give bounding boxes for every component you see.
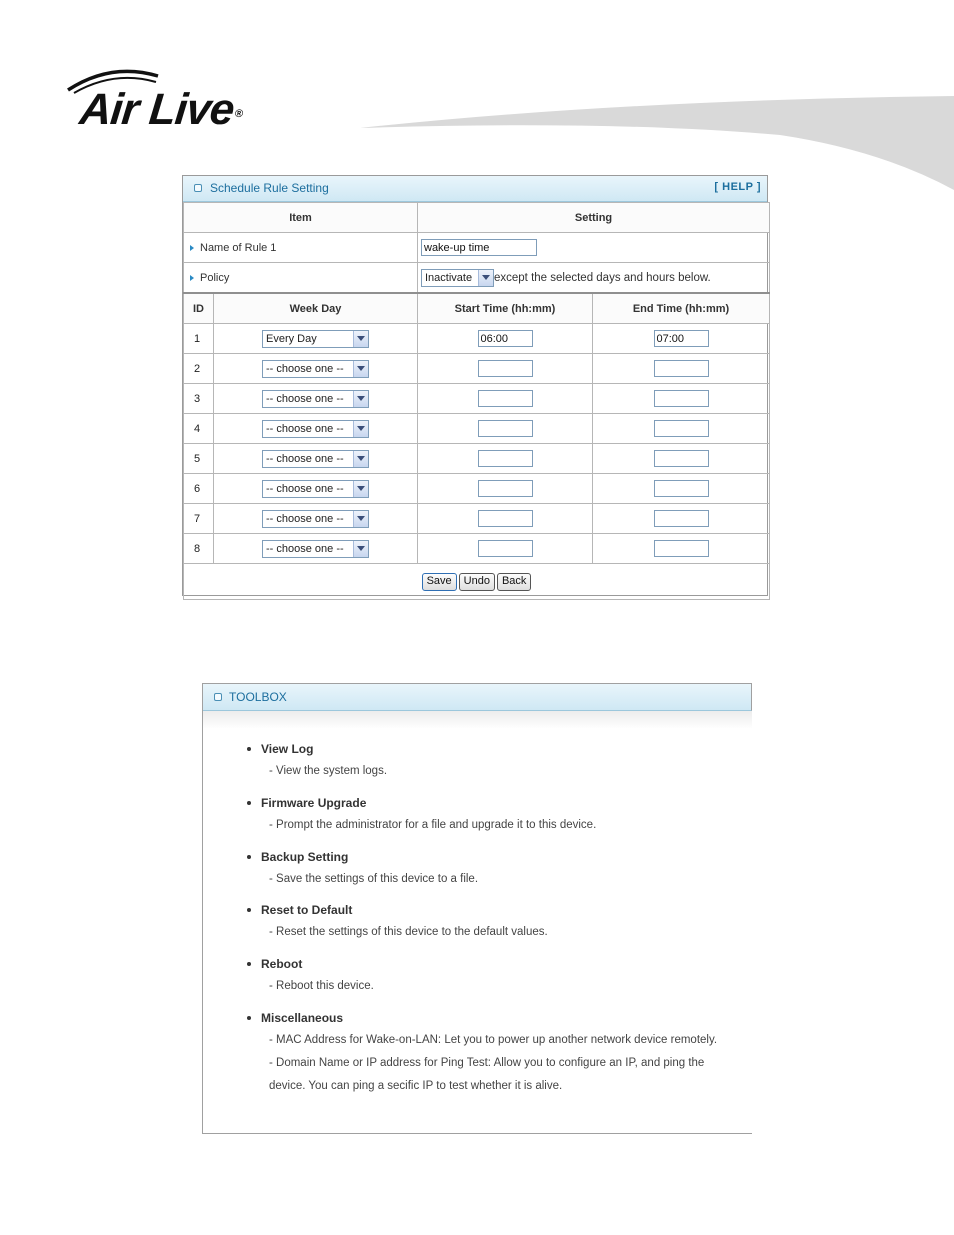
- schedule-row: [184, 414, 770, 444]
- policy-label: Policy: [184, 263, 418, 294]
- end-time-input[interactable]: [654, 450, 709, 467]
- toolbox-item-title[interactable]: Miscellaneous: [261, 1011, 344, 1025]
- toolbox-item-title[interactable]: Reset to Default: [261, 903, 353, 917]
- end-time-input[interactable]: [654, 510, 709, 527]
- chevron-down-icon: [478, 270, 493, 286]
- start-time-input[interactable]: [478, 540, 533, 557]
- week-day-select[interactable]: -- choose one --: [262, 450, 369, 468]
- logo-text: Air Live®: [77, 85, 243, 134]
- bullet-dot-icon: [247, 962, 251, 966]
- panel-bullet-icon: [194, 184, 202, 192]
- save-button[interactable]: Save: [422, 573, 457, 591]
- toolbox-item-description: - Reboot this device.: [269, 980, 374, 992]
- start-time-input[interactable]: [478, 390, 533, 407]
- end-time-input[interactable]: [654, 390, 709, 407]
- row-id: 5: [184, 444, 214, 474]
- start-time-input[interactable]: [478, 420, 533, 437]
- chevron-down-icon: [353, 511, 368, 527]
- end-time-column-header: End Time (hh:mm): [593, 293, 770, 324]
- schedule-row: [184, 474, 770, 504]
- end-time-input[interactable]: [654, 420, 709, 437]
- start-time-input[interactable]: [478, 360, 533, 377]
- bullet-dot-icon: [247, 1016, 251, 1020]
- end-time-input[interactable]: [654, 540, 709, 557]
- rule-name-input[interactable]: [421, 239, 537, 256]
- policy-suffix-text: except the selected days and hours below.: [494, 271, 711, 284]
- row-id: 3: [184, 384, 214, 414]
- schedule-row: [184, 534, 770, 564]
- schedule-panel-header: [183, 176, 767, 202]
- row-id: 7: [184, 504, 214, 534]
- toolbox-subheader: [203, 711, 752, 729]
- bullet-dot-icon: [247, 801, 251, 805]
- chevron-down-icon: [353, 361, 368, 377]
- row-id: 1: [184, 324, 214, 354]
- arrow-right-icon: [190, 245, 194, 251]
- start-time-column-header: Start Time (hh:mm): [418, 293, 593, 324]
- row-id: 8: [184, 534, 214, 564]
- week-day-select[interactable]: -- choose one --: [262, 510, 369, 528]
- week-day-select[interactable]: Every Day: [262, 330, 369, 348]
- week-day-column-header: Week Day: [214, 293, 418, 324]
- chevron-down-icon: [353, 421, 368, 437]
- week-day-select[interactable]: -- choose one --: [262, 540, 369, 558]
- help-link[interactable]: [ HELP ]: [714, 181, 761, 193]
- end-time-input[interactable]: [654, 360, 709, 377]
- policy-select[interactable]: Inactivate: [421, 269, 494, 287]
- toolbox-item-description: - View the system logs.: [269, 765, 388, 777]
- bullet-dot-icon: [247, 908, 251, 912]
- arrow-right-icon: [190, 275, 194, 281]
- end-time-input[interactable]: [654, 480, 709, 497]
- schedule-row: [184, 504, 770, 534]
- schedule-row: [184, 354, 770, 384]
- toolbox-item-description: - MAC Address for Wake-on-LAN: Let you to power up another network device remotely.: [269, 1034, 718, 1046]
- id-column-header: ID: [184, 293, 214, 324]
- schedule-rule-panel: [182, 175, 768, 596]
- chevron-down-icon: [353, 541, 368, 557]
- toolbox-item-description: - Domain Name or IP address for Ping Test: Allow you to configure an IP, and ping the: [269, 1057, 705, 1069]
- start-time-input[interactable]: [478, 450, 533, 467]
- week-day-select[interactable]: -- choose one --: [262, 480, 369, 498]
- bullet-dot-icon: [247, 747, 251, 751]
- chevron-down-icon: [353, 391, 368, 407]
- week-day-select[interactable]: -- choose one --: [262, 390, 369, 408]
- chevron-down-icon: [353, 331, 368, 347]
- panel-bullet-icon: [214, 693, 222, 701]
- button-row: [184, 564, 770, 600]
- item-header: Item: [184, 203, 418, 233]
- toolbox-item-title[interactable]: Firmware Upgrade: [261, 796, 367, 810]
- bullet-dot-icon: [247, 855, 251, 859]
- row-id: 2: [184, 354, 214, 384]
- schedule-row: [184, 324, 770, 354]
- undo-button[interactable]: Undo: [459, 573, 495, 591]
- toolbox-item-description: - Reset the settings of this device to the default values.: [269, 926, 548, 938]
- week-day-select[interactable]: -- choose one --: [262, 420, 369, 438]
- toolbox-item-title[interactable]: Reboot: [261, 957, 303, 971]
- airlive-logo: [66, 66, 306, 136]
- schedule-table: [183, 202, 770, 600]
- toolbox-item-description: - Save the settings of this device to a file.: [269, 873, 479, 885]
- start-time-input[interactable]: [478, 480, 533, 497]
- toolbox-item-description: - Prompt the administrator for a file and upgrade it to this device.: [269, 819, 597, 831]
- setting-header: Setting: [418, 203, 770, 233]
- row-id: 6: [184, 474, 214, 504]
- schedule-row: [184, 444, 770, 474]
- schedule-panel-title: Schedule Rule Setting: [210, 181, 329, 195]
- chevron-down-icon: [353, 451, 368, 467]
- start-time-input[interactable]: [478, 330, 533, 347]
- toolbox-item-title[interactable]: View Log: [261, 742, 314, 756]
- toolbox-panel-title: TOOLBOX: [229, 690, 287, 704]
- toolbox-item-description: device. You can ping a secific IP to test whether it is alive.: [269, 1080, 563, 1092]
- toolbox-panel-header: [203, 684, 752, 711]
- week-day-select[interactable]: -- choose one --: [262, 360, 369, 378]
- schedule-row: [184, 384, 770, 414]
- row-id: 4: [184, 414, 214, 444]
- back-button[interactable]: Back: [497, 573, 531, 591]
- toolbox-item-title[interactable]: Backup Setting: [261, 850, 349, 864]
- end-time-input[interactable]: [654, 330, 709, 347]
- rule-name-label: Name of Rule 1: [184, 233, 418, 263]
- toolbox-panel: [202, 683, 752, 1134]
- start-time-input[interactable]: [478, 510, 533, 527]
- chevron-down-icon: [353, 481, 368, 497]
